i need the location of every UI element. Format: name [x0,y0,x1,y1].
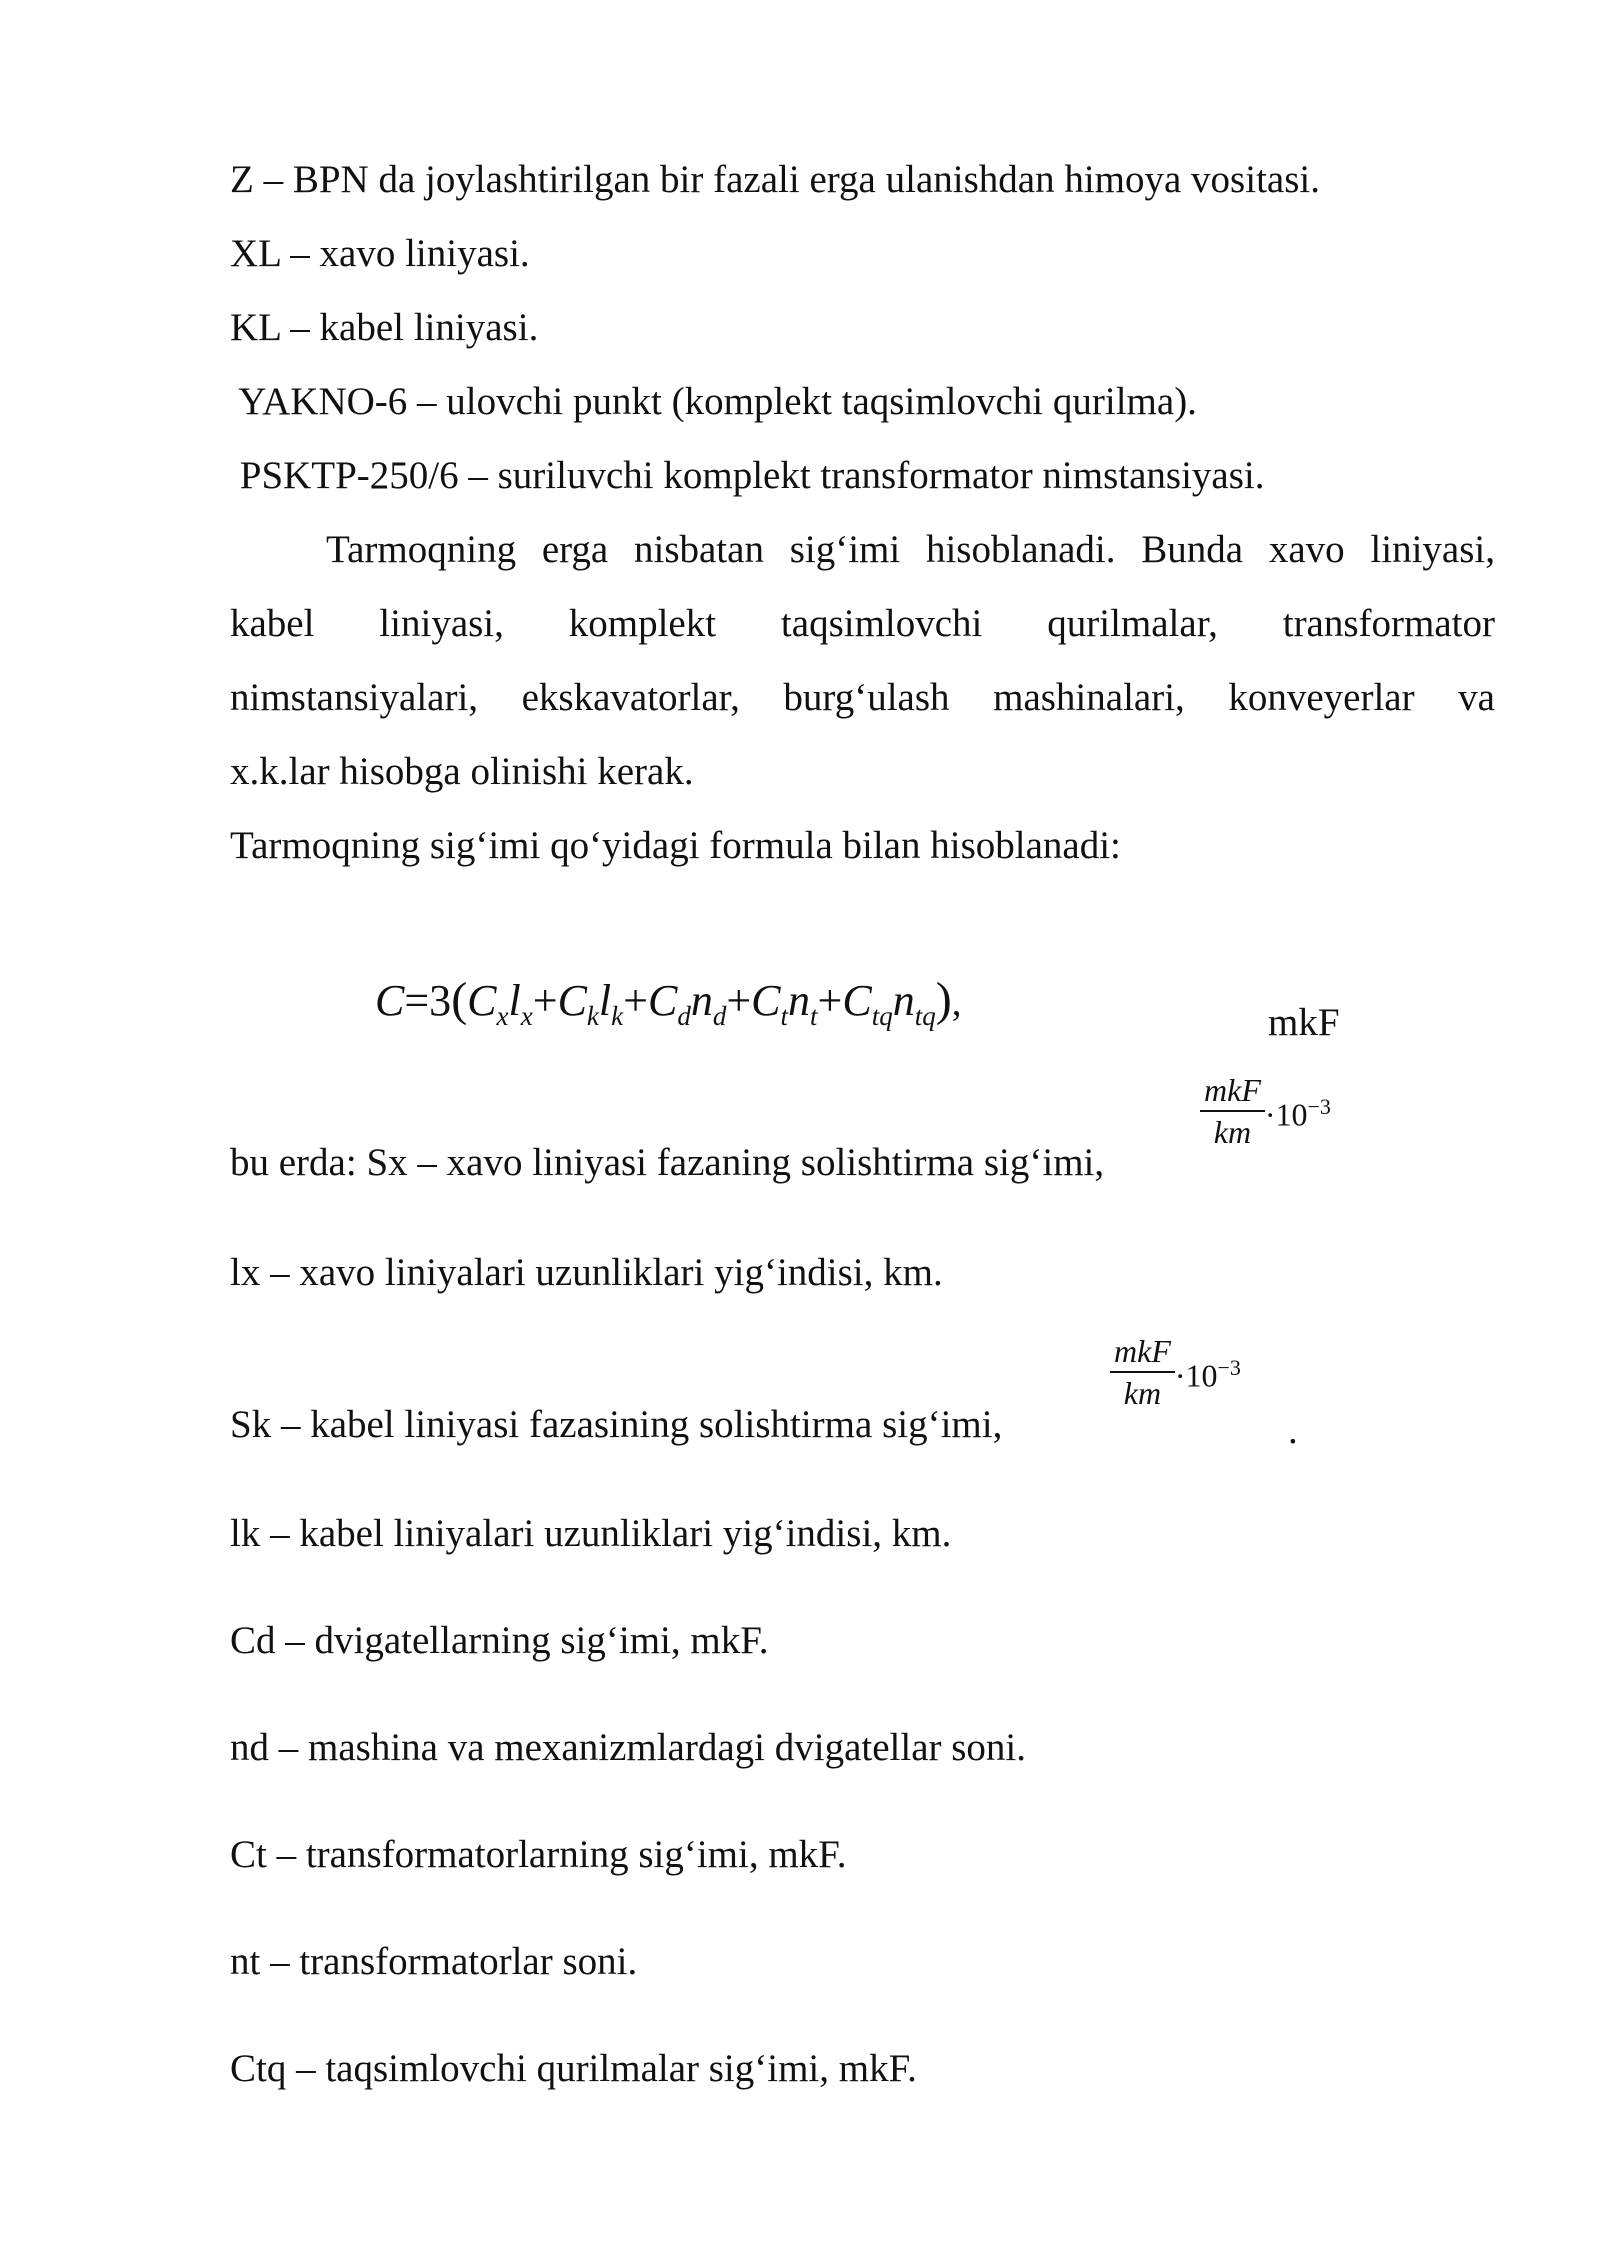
formula-open-paren: ( [451,973,468,1026]
formula-term-t: $C_tn_t+$ [751,976,843,1031]
formula-comma: , [951,981,962,1024]
unit-fraction-sx: $\frac{\text{mkF}}{km}$ $\cdot 10^{-3}$ [1200,1072,1331,1150]
unit-fraction-sk: $\frac{\text{mkF}}{km}$ $\cdot 10^{-3}$ [1110,1333,1241,1411]
explanation-lk: lk – kabel liniyalari uzunliklari yig‘indisi, km. [230,1512,952,1555]
formula-equals: =3 [404,976,452,1025]
formula-term-x: $C_xl_x+$ [467,976,558,1031]
explanation-nd: nd – mashina va mexanizmlardagi dvigatellar soni. [230,1726,1027,1769]
paragraph-line-4: x.k.lar hisobga olinishi kerak. [230,750,694,793]
formula-close-paren: ) [935,973,952,1026]
formula-term-d: $C_dn_d+$ [647,976,752,1031]
explanation-lx: lx – xavo liniyalari uzunliklari yig‘indisi, km. [230,1251,943,1294]
explanation-cd: Cd – dvigatellarning sig‘imi, mkF. [230,1619,769,1662]
paragraph-line-1: Tarmoqning erga nisbatan sig‘imi hisoblanadi. Bunda xavo liniyasi, [326,528,1495,571]
formula-term-k: $C_kl_k+$ [557,976,648,1031]
explanation-sx: bu erda: Sx – xavo liniyasi fazaning solishtirma sig‘imi, [230,1141,1105,1184]
definition-psktp: PSKTP-250/6 – suriluvchi komplekt transformator nimstansiyasi. [230,454,1265,497]
paragraph-line-2: kabel liniyasi, komplekt taqsimlovchi qurilmalar, transformator [230,602,1495,645]
explanation-ctq: Ctq – taqsimlovchi qurilmalar sig‘imi, mkF. [230,2047,917,2090]
formula-term-tq: $C_{tq}n_{tq}$ [842,976,936,1031]
explanation-nt: nt – transformatorlar soni. [230,1940,638,1983]
trailing-dot: . [1288,1409,1298,1452]
formula-intro: Tarmoqning sig‘imi qo‘yidagi formula bilan hisoblanadi: [230,824,1121,867]
formula-unit: mkF [1268,1001,1340,1044]
capacitance-formula [375,970,961,1033]
definition-xl: XL – xavo liniyasi. [230,232,530,275]
definition-yakno: YAKNO-6 – ulovchi punkt (komplekt taqsimlovchi qurilma). [230,380,1197,423]
explanation-sk: Sk – kabel liniyasi fazasining solishtirma sig‘imi, [230,1403,1003,1446]
explanation-ct: Ct – transformatorlarning sig‘imi, mkF. [230,1833,847,1876]
formula-lhs: C [375,976,405,1025]
definition-kl: KL – kabel liniyasi. [230,306,539,349]
definition-z: Z – BPN da joylashtirilgan bir fazali erga ulanishdan himoya vositasi. [230,158,1320,201]
paragraph-line-3: nimstansiyalari, ekskavatorlar, burg‘ulash mashinalari, konveyerlar va [230,676,1495,719]
